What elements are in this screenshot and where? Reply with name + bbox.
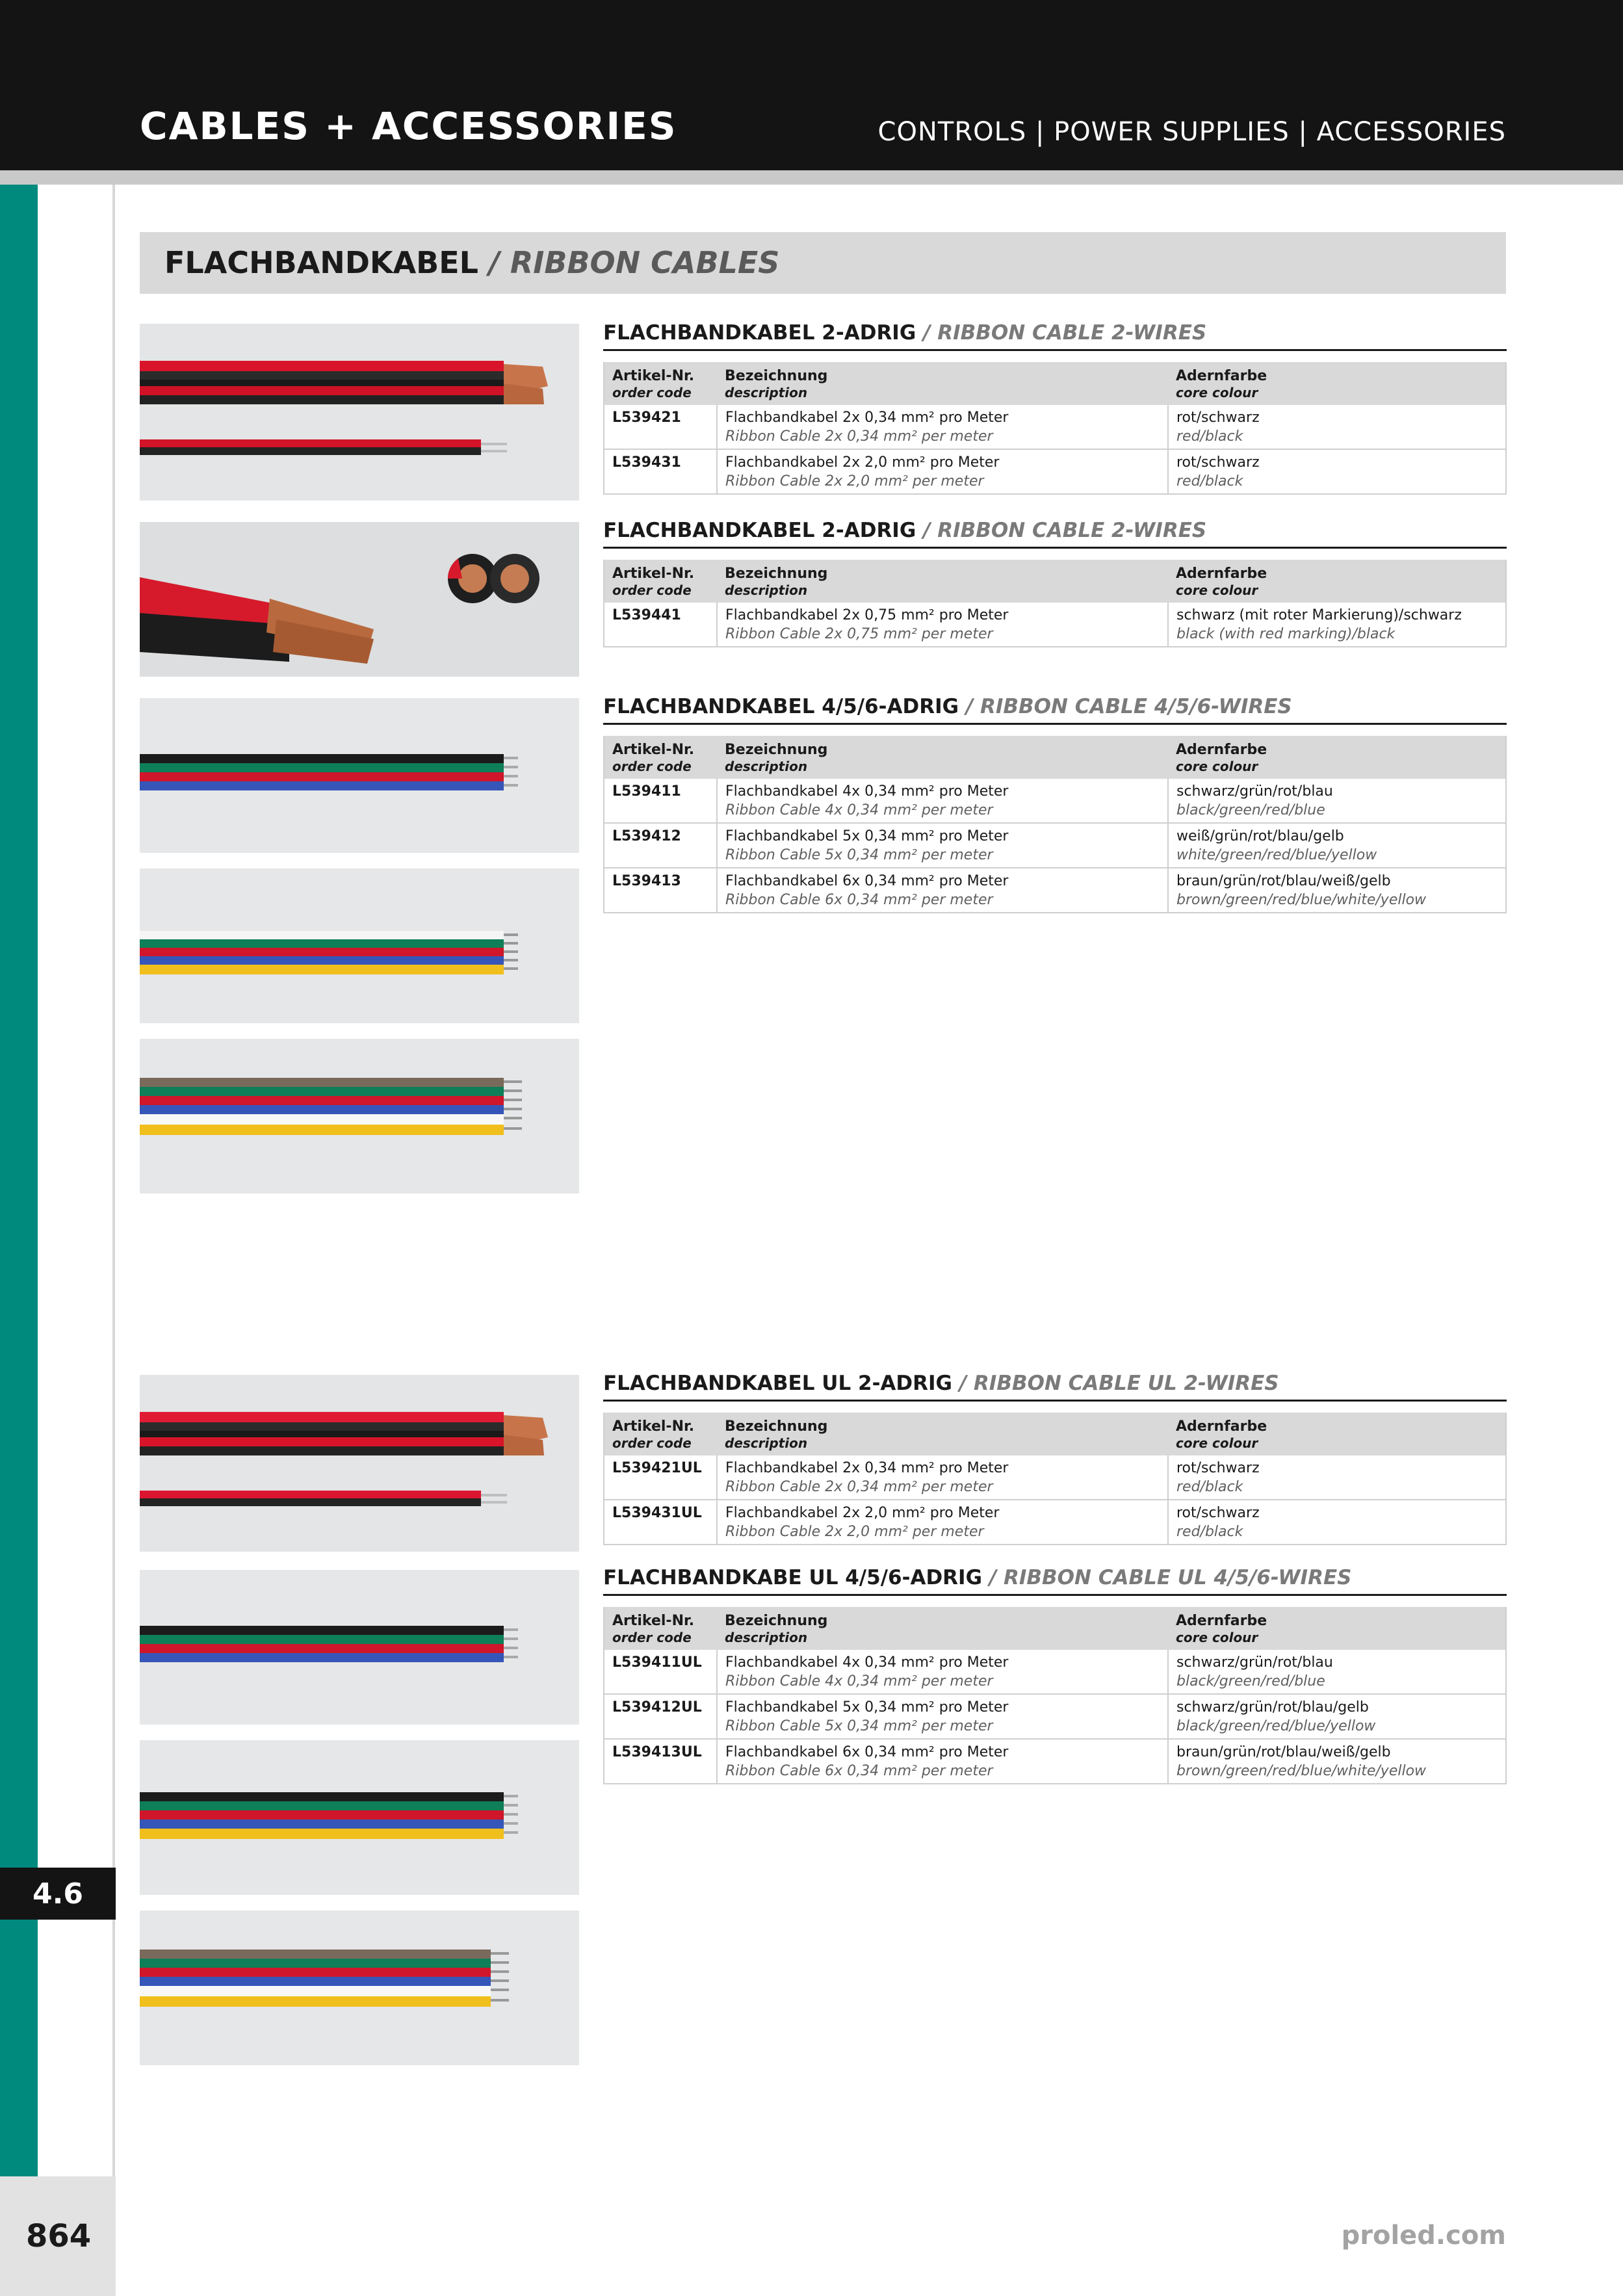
section-tab: 4.6 — [0, 1868, 116, 1920]
banner-title-de: FLACHBANDKABEL — [164, 245, 478, 280]
core-colour: rot/schwarz red/black — [1168, 449, 1506, 494]
cable-photo-2wire — [140, 324, 579, 501]
order-code: L539412 — [604, 823, 717, 868]
table-row — [604, 449, 1506, 494]
spec-table — [603, 1607, 1507, 1784]
order-code: L539412UL — [604, 1694, 717, 1739]
page-header — [0, 0, 1623, 170]
table-row — [604, 1500, 1506, 1545]
order-code: L539411 — [604, 779, 717, 823]
core-colour: rot/schwarz red/black — [1168, 405, 1506, 449]
cable-photo-ul-5wire — [140, 1740, 579, 1895]
table-row — [604, 868, 1506, 913]
block-title-de: FLACHBANDKABEL 2-ADRIG — [603, 321, 916, 345]
cable-photo-2wire-075 — [140, 522, 579, 677]
col-code: Artikel-Nr. order code — [604, 1413, 717, 1455]
col-desc: Bezeichnung description — [717, 362, 1168, 405]
description: Flachbandkabel 6x 0,34 mm² pro Meter Ribbon Cable 6x 0,34 mm² per meter — [717, 868, 1168, 913]
table-header-row — [604, 560, 1506, 603]
description: Flachbandkabel 5x 0,34 mm² pro Meter Ribbon Cable 5x 0,34 mm² per meter — [717, 823, 1168, 868]
core-colour: braun/grün/rot/blau/weiß/gelb brown/green/red/blue/white/yellow — [1168, 868, 1506, 913]
page-number: 864 — [26, 2218, 92, 2254]
col-code: Artikel-Nr. order code — [604, 1607, 717, 1650]
block-title-de: FLACHBANDKABEL UL 2-ADRIG — [603, 1372, 953, 1395]
cable-photo-4wire — [140, 698, 579, 853]
description: Flachbandkabel 2x 0,75 mm² pro Meter Ribbon Cable 2x 0,75 mm² per meter — [717, 603, 1168, 647]
table-row — [604, 779, 1506, 823]
cable-photo-ul-2wire — [140, 1375, 579, 1552]
cable-photo-ul-6wire — [140, 1911, 579, 2065]
header-title: CABLES + ACCESSORIES — [140, 104, 677, 148]
order-code: L539421 — [604, 405, 717, 449]
description: Flachbandkabel 5x 0,34 mm² pro Meter Ribbon Cable 5x 0,34 mm² per meter — [717, 1694, 1168, 1739]
col-color: Adernfarbe core colour — [1168, 560, 1506, 603]
site-url: proled.com — [1341, 2221, 1506, 2250]
col-desc: Bezeichnung description — [717, 1607, 1168, 1650]
block-title — [603, 521, 1507, 549]
col-code: Artikel-Nr. order code — [604, 362, 717, 405]
table-row — [604, 603, 1506, 647]
table-row — [604, 1694, 1506, 1739]
cable-photo-6wire — [140, 1039, 579, 1194]
section-banner — [140, 232, 1506, 294]
description: Flachbandkabel 2x 2,0 mm² pro Meter Ribbon Cable 2x 2,0 mm² per meter — [717, 449, 1168, 494]
core-colour: schwarz/grün/rot/blau black/green/red/blue — [1168, 779, 1506, 823]
core-colour: braun/grün/rot/blau/weiß/gelb brown/green/red/blue/white/yellow — [1168, 1739, 1506, 1784]
order-code: L539411UL — [604, 1650, 717, 1694]
table-row — [604, 1455, 1506, 1500]
cable-photo-ul-4wire — [140, 1570, 579, 1725]
col-color: Adernfarbe core colour — [1168, 1413, 1506, 1455]
block-title-de: FLACHBANDKABE UL 4/5/6-ADRIG — [603, 1566, 983, 1589]
spec-block-2wire-075 — [603, 521, 1507, 647]
spec-block-2wire — [603, 323, 1507, 495]
col-code: Artikel-Nr. order code — [604, 736, 717, 779]
table-header-row — [604, 736, 1506, 779]
spec-block-ul-2wire — [603, 1374, 1507, 1545]
order-code: L539441 — [604, 603, 717, 647]
core-colour: rot/schwarz red/black — [1168, 1500, 1506, 1545]
block-title-en: / RIBBON CABLE 2-WIRES — [923, 519, 1207, 542]
description: Flachbandkabel 2x 0,34 mm² pro Meter Ribbon Cable 2x 0,34 mm² per meter — [717, 405, 1168, 449]
description: Flachbandkabel 2x 2,0 mm² pro Meter Ribbon Cable 2x 2,0 mm² per meter — [717, 1500, 1168, 1545]
header-nav: CONTROLS | POWER SUPPLIES | ACCESSORIES — [877, 117, 1506, 147]
core-colour: rot/schwarz red/black — [1168, 1455, 1506, 1500]
col-color: Adernfarbe core colour — [1168, 736, 1506, 779]
col-color: Adernfarbe core colour — [1168, 362, 1506, 405]
core-colour: schwarz (mit roter Markierung)/schwarz black (with red marking)/black — [1168, 603, 1506, 647]
table-row — [604, 405, 1506, 449]
spec-table — [603, 1413, 1507, 1545]
core-colour: schwarz/grün/rot/blau black/green/red/blue — [1168, 1650, 1506, 1694]
table-header-row — [604, 1413, 1506, 1455]
table-row — [604, 823, 1506, 868]
spec-table — [603, 560, 1507, 647]
description: Flachbandkabel 4x 0,34 mm² pro Meter Ribbon Cable 4x 0,34 mm² per meter — [717, 779, 1168, 823]
table-row — [604, 1650, 1506, 1694]
banner-title-en: / RIBBON CABLES — [489, 245, 780, 280]
block-title-en: / RIBBON CABLE 2-WIRES — [923, 321, 1207, 345]
block-title-en: / RIBBON CABLE UL 2-WIRES — [959, 1372, 1279, 1395]
table-row — [604, 1739, 1506, 1784]
block-title-de: FLACHBANDKABEL 2-ADRIG — [603, 519, 916, 542]
banner-title — [164, 245, 780, 280]
table-header-row — [604, 362, 1506, 405]
block-title — [603, 323, 1507, 351]
col-desc: Bezeichnung description — [717, 560, 1168, 603]
block-title — [603, 1568, 1507, 1596]
block-title — [603, 697, 1507, 725]
spec-block-456wire — [603, 697, 1507, 913]
spec-table — [603, 362, 1507, 495]
col-desc: Bezeichnung description — [717, 1413, 1168, 1455]
col-code: Artikel-Nr. order code — [604, 560, 717, 603]
table-header-row — [604, 1607, 1506, 1650]
block-title-en: / RIBBON CABLE 4/5/6-WIRES — [965, 695, 1292, 718]
block-title-en: / RIBBON CABLE UL 4/5/6-WIRES — [989, 1566, 1352, 1589]
col-color: Adernfarbe core colour — [1168, 1607, 1506, 1650]
order-code: L539413 — [604, 868, 717, 913]
order-code: L539421UL — [604, 1455, 717, 1500]
block-title-de: FLACHBANDKABEL 4/5/6-ADRIG — [603, 695, 959, 718]
description: Flachbandkabel 6x 0,34 mm² pro Meter Ribbon Cable 6x 0,34 mm² per meter — [717, 1739, 1168, 1784]
header-band — [0, 170, 1623, 185]
order-code: L539431UL — [604, 1500, 717, 1545]
description: Flachbandkabel 4x 0,34 mm² pro Meter Ribbon Cable 4x 0,34 mm² per meter — [717, 1650, 1168, 1694]
core-colour: schwarz/grün/rot/blau/gelb black/green/red/blue/yellow — [1168, 1694, 1506, 1739]
cable-photo-5wire — [140, 868, 579, 1023]
description: Flachbandkabel 2x 0,34 mm² pro Meter Ribbon Cable 2x 0,34 mm² per meter — [717, 1455, 1168, 1500]
block-title — [603, 1374, 1507, 1402]
core-colour: weiß/grün/rot/blau/gelb white/green/red/blue/yellow — [1168, 823, 1506, 868]
order-code: L539431 — [604, 449, 717, 494]
spec-table — [603, 736, 1507, 913]
col-desc: Bezeichnung description — [717, 736, 1168, 779]
spec-block-ul-456wire — [603, 1568, 1507, 1784]
order-code: L539413UL — [604, 1739, 717, 1784]
